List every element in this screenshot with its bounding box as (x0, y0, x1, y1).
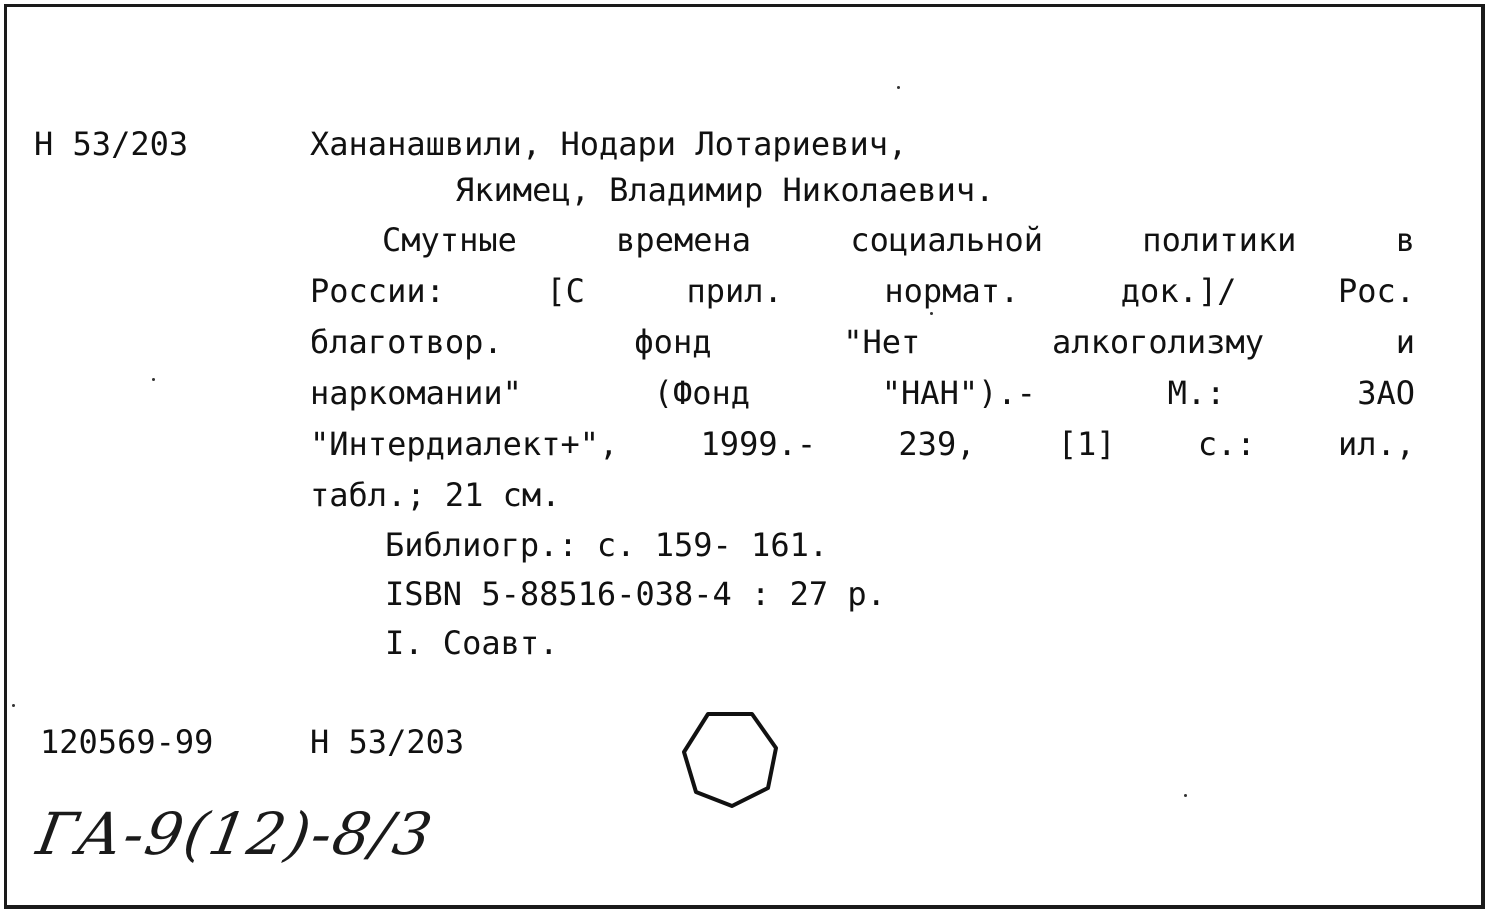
speck (897, 86, 900, 89)
author-line: Хананашвили, Нодари Лотариевич, (310, 125, 908, 163)
coauthor-line: Якимец, Владимир Николаевич. (455, 171, 995, 209)
speck (12, 704, 15, 707)
description-line: Смутные времена социальной политики в (382, 221, 1415, 259)
description-line: благотвор. фонд "Нет алкоголизму и (310, 323, 1415, 361)
bibliography-note: Библиогр.: с. 159- 161. (385, 526, 829, 564)
description-line: России: [С прил. нормат. док.]/ Рос. (310, 272, 1415, 310)
shelfmark: Н 53/203 (34, 125, 189, 163)
speck (1184, 794, 1187, 797)
shelfmark-bottom: Н 53/203 (310, 723, 465, 761)
extent-line: табл.; 21 см. (310, 476, 561, 514)
speck (930, 312, 933, 315)
punch-hole-icon (680, 708, 780, 808)
speck (152, 378, 155, 381)
handwritten-note: ГА-9(12)-8/3 (32, 800, 439, 868)
record-number: 120569-99 (40, 723, 214, 761)
coauthor-note: I. Соавт. (385, 624, 559, 662)
description-line: наркомании" (Фонд "НАН").- М.: ЗАО (310, 374, 1415, 412)
description-line: "Интердиалект+", 1999.- 239, [1] с.: ил., (310, 425, 1415, 463)
isbn-note: ISBN 5-88516-038-4 : 27 р. (385, 575, 886, 613)
